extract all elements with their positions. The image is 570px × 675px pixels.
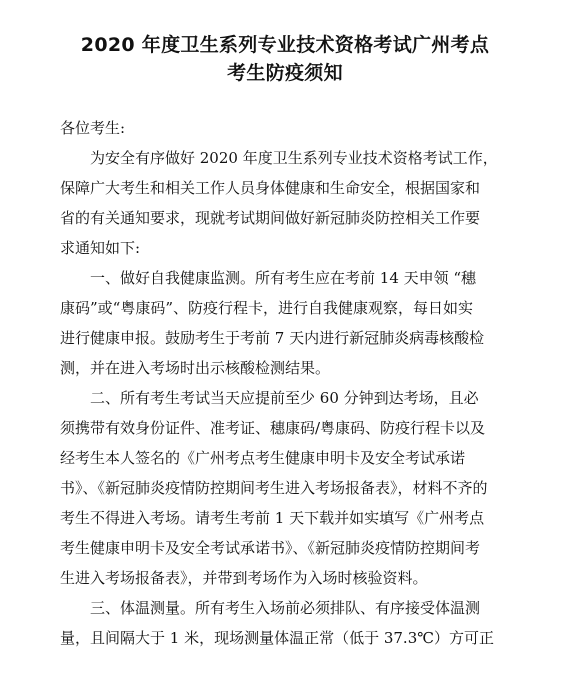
body-line: 量，且间隔大于 1 米，现场测量体温正常（低于 37.3℃）方可正: [60, 629, 495, 647]
body-line: 一、做好自我健康监测。所有考生应在考前 14 天申领 “穗: [60, 269, 477, 287]
body-line: 省的有关通知要求，现就考试期间做好新冠肺炎防控相关工作要: [60, 209, 481, 227]
body-line: 须携带有效身份证件、准考证、穗康码/粤康码、防疫行程卡以及: [60, 419, 486, 437]
body-line: 三、体温测量。所有考生入场前必须排队、有序接受体温测: [60, 599, 481, 617]
greeting: 各位考生:: [60, 119, 126, 137]
body-line: 生进入考场报备表》，并带到考场作为入场时核验资料。: [60, 569, 428, 587]
body-line: 康码”或“粤康码”、防疫行程卡，进行自我健康观察，每日如实: [60, 299, 474, 317]
notice-body: [60, 143, 520, 653]
body-line: 经考生本人签名的《广州考点考生健康申明卡及安全考试承诺: [60, 449, 466, 467]
document-subtitle: 考生防疫须知: [227, 62, 343, 84]
body-line: 测，并在进入考场时出示核酸检测结果。: [60, 359, 331, 377]
body-line: 二、所有考生考试当天应提前至少 60 分钟到达考场，且必: [60, 389, 479, 407]
body-line: 为安全有序做好 2020 年度卫生系列专业技术资格考试工作，: [60, 149, 498, 167]
body-line: 考生健康申明卡及安全考试承诺书》、《新冠肺炎疫情防控期间考: [60, 539, 481, 557]
document-title: 2020 年度卫生系列专业技术资格考试广州考点: [80, 34, 490, 56]
body-line: 求通知如下:: [60, 239, 141, 257]
body-line: 考生不得进入考场。请考生考前 1 天下载并如实填写《广州考点: [60, 509, 485, 527]
body-line: 书》、《新冠肺炎疫情防控期间考生进入考场报备表》，材料不齐的: [60, 479, 488, 497]
body-line: 保障广大考生和相关工作人员身体健康和生命安全，根据国家和: [60, 179, 481, 197]
body-line: 进行健康申报。鼓励考生于考前 7 天内进行新冠肺炎病毒核酸检: [60, 329, 485, 347]
